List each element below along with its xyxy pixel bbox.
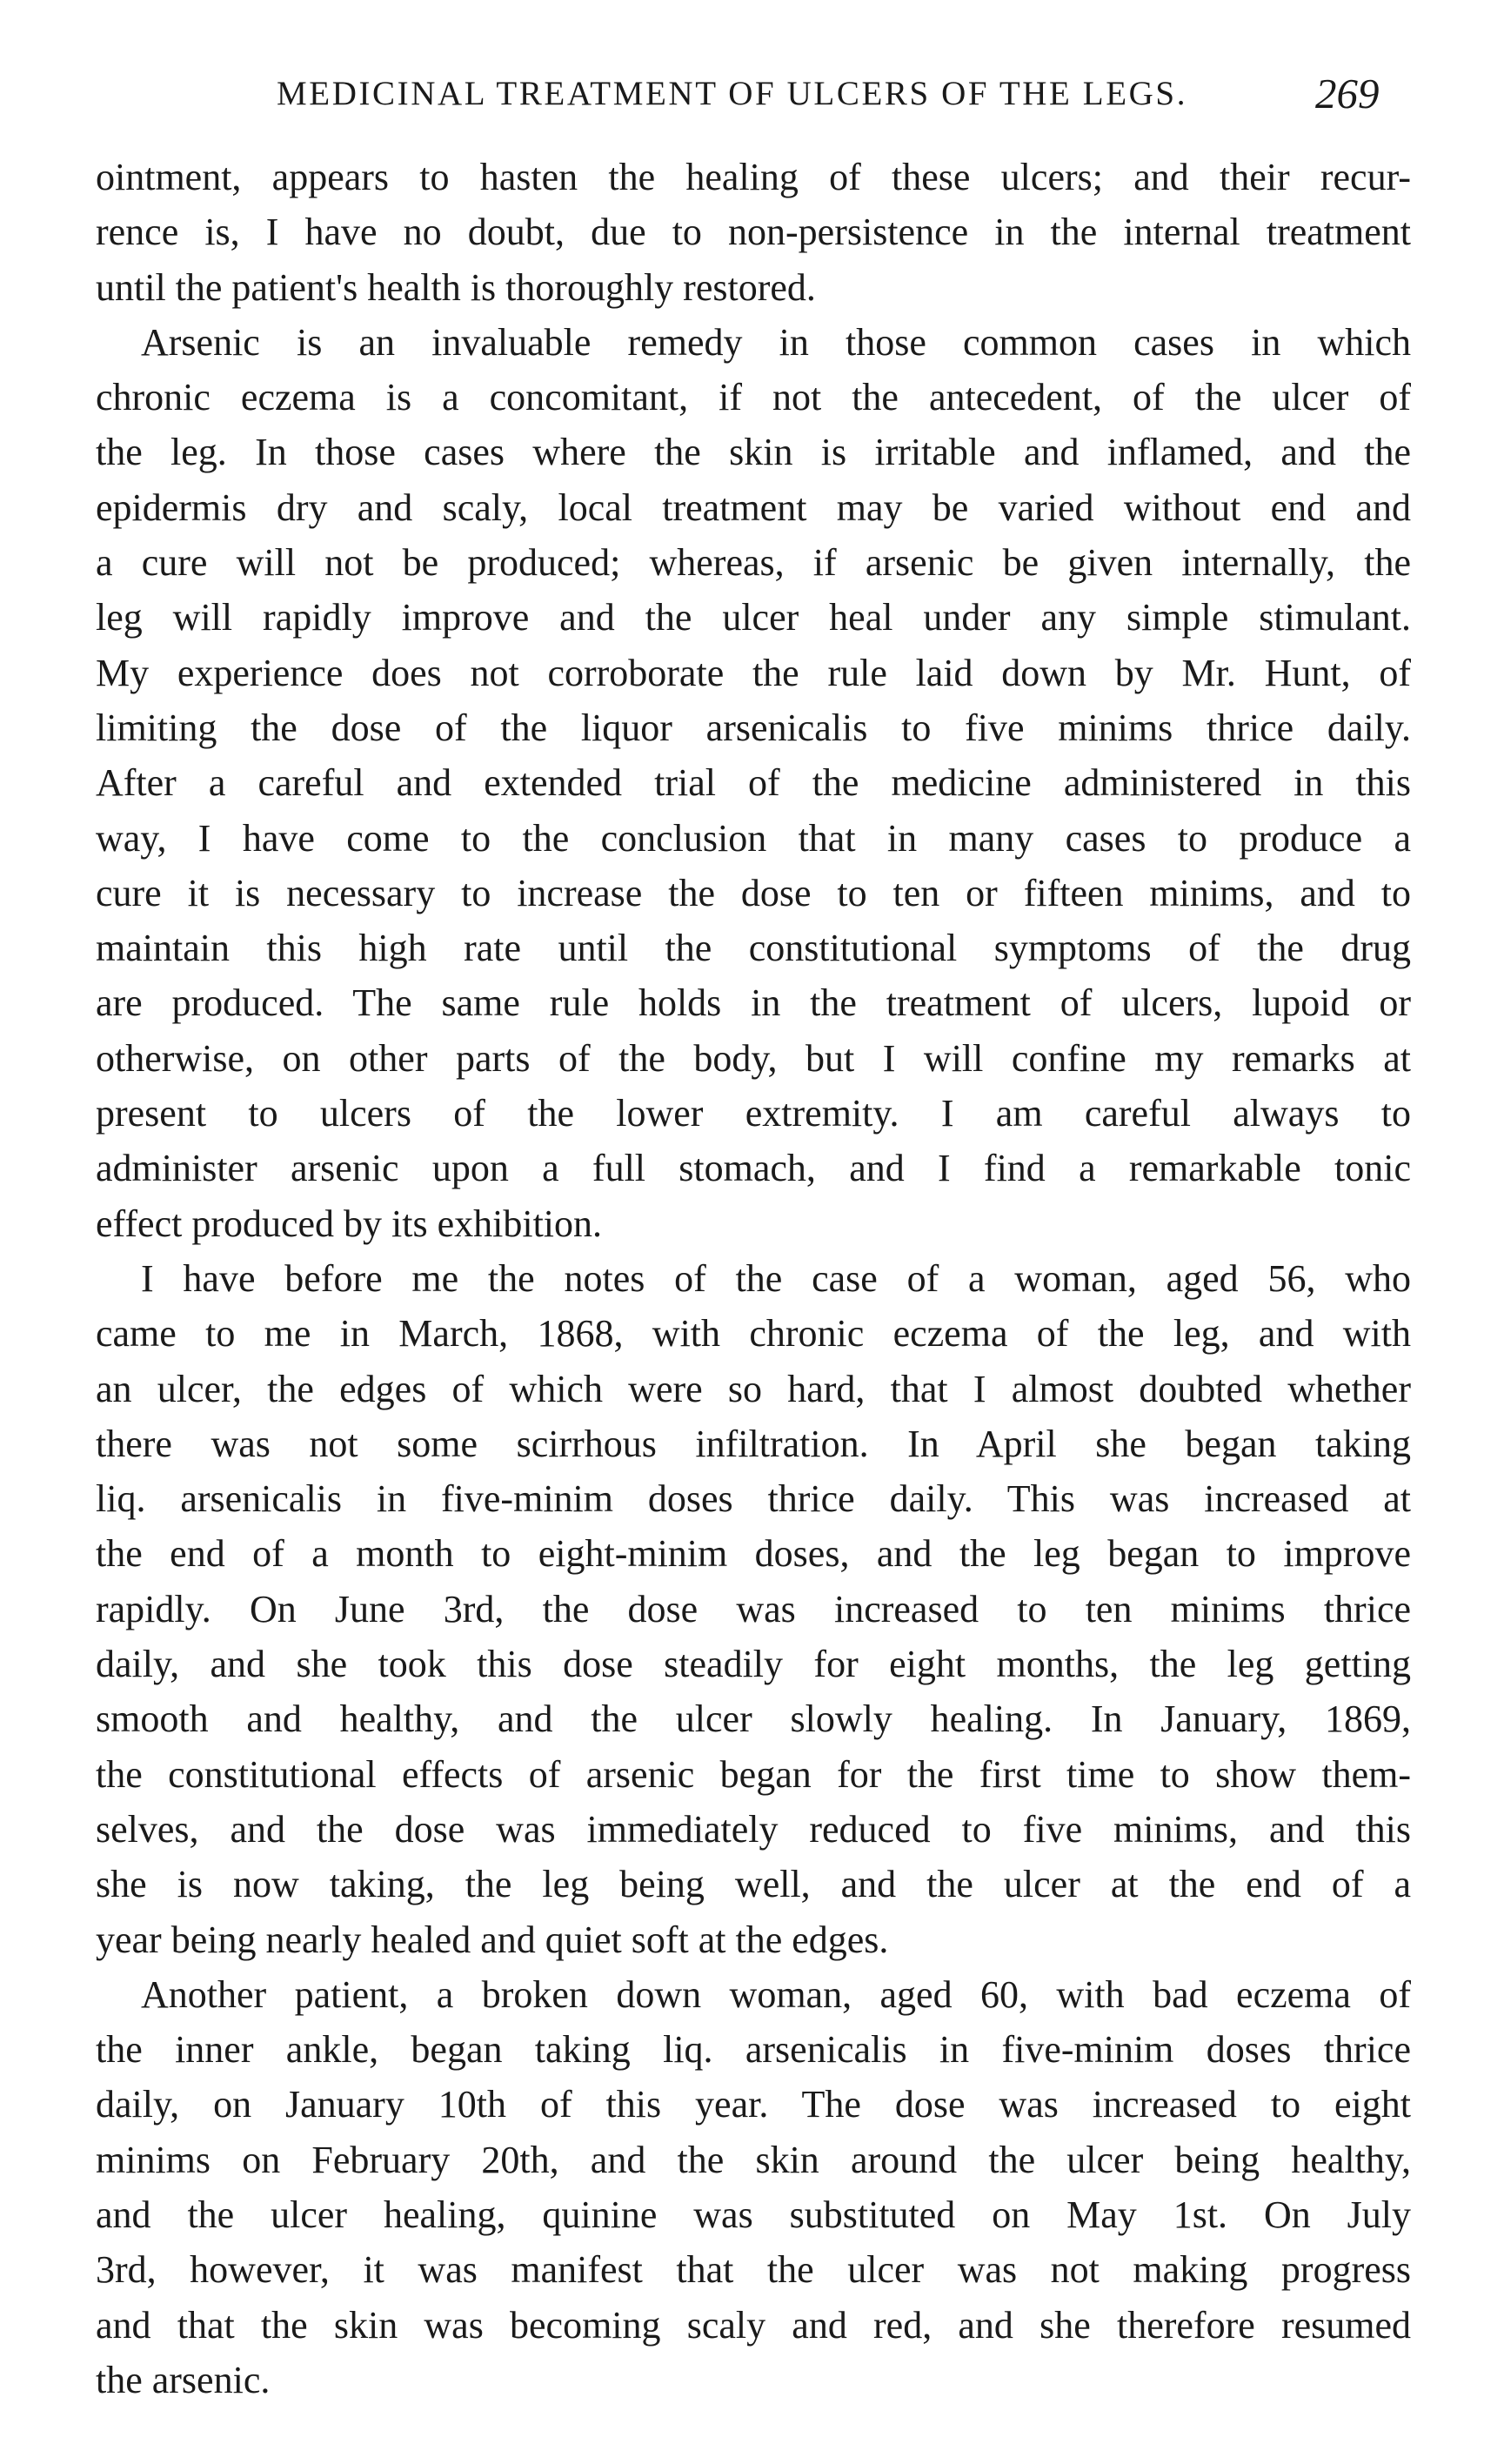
text-line: chronic eczema is a concomitant, if not the antecedent, of the ulcer of [96, 376, 1411, 419]
page-number: 269 [1315, 70, 1380, 117]
text-line: an ulcer, the edges of which were so hard, that I almost doubted whether [96, 1367, 1411, 1410]
body-text [96, 150, 1411, 2407]
text-line: ointment, appears to hasten the healing of these ulcers; and their recur- [96, 156, 1411, 198]
text-line: way, I have come to the conclusion that in many cases to produce a [96, 816, 1411, 860]
text-line: present to ulcers of the lower extremity. I am careful always to [96, 1092, 1411, 1135]
text-line: 3rd, however, it was manifest that the ulcer was not making progress [96, 2248, 1411, 2292]
text-line: the inner ankle, began taking liq. arsenicalis in five-minim doses thrice [96, 2028, 1411, 2072]
text-line: a cure will not be produced; whereas, if arsenic be given internally, the [96, 541, 1411, 585]
paragraph [96, 315, 1411, 1251]
text-line: Arsenic is an invaluable remedy in those common cases in which [141, 320, 1411, 364]
text-line: the end of a month to eight-minim doses, and the leg began to improve [96, 1532, 1411, 1576]
text-line: cure it is necessary to increase the dose to ten or fifteen minims, and to [96, 871, 1411, 914]
paragraph [96, 150, 1411, 315]
text-line: effect produced by its exhibition. [96, 1202, 603, 1245]
text-line: came to me in March, 1868, with chronic eczema of the leg, and with [96, 1312, 1411, 1356]
text-line: limiting the dose of the liquor arsenicalis to five minims thrice daily. [96, 706, 1411, 749]
text-line: daily, on January 10th of this year. The dose was increased to eight [96, 2083, 1411, 2126]
text-line: the arsenic. [96, 2358, 271, 2401]
text-line: My experience does not corroborate the rule laid down by Mr. Hunt, of [96, 651, 1411, 694]
text-line: administer arsenic upon a full stomach, and I find a remarkable tonic [96, 1147, 1411, 1190]
text-line: leg will rapidly improve and the ulcer heal under any simple stimulant. [96, 596, 1411, 639]
text-line: After a careful and extended trial of the medicine administered in this [96, 761, 1411, 805]
text-line: selves, and the dose was immediately reduced to five minims, and this [96, 1807, 1411, 1851]
text-line: daily, and she took this dose steadily for eight months, the leg getting [96, 1643, 1411, 1686]
running-title: MEDICINAL TREATMENT OF ULCERS OF THE LEGS. [277, 75, 1188, 112]
text-line: the leg. In those cases where the skin is irritable and inflamed, and the [96, 431, 1411, 474]
text-line: I have before me the notes of the case of a woman, aged 56, who [141, 1256, 1411, 1300]
running-header [0, 68, 1504, 120]
text-line: minims on February 20th, and the skin around the ulcer being healthy, [96, 2138, 1411, 2181]
text-line: and the ulcer healing, quinine was substituted on May 1st. On July [96, 2193, 1411, 2236]
text-line: she is now taking, the leg being well, and the ulcer at the end of a [96, 1863, 1411, 1906]
text-line: rapidly. On June 3rd, the dose was increased to ten minims thrice [96, 1587, 1411, 1630]
text-line: Another patient, a broken down woman, aged 60, with bad eczema of [141, 1972, 1411, 2016]
text-line: epidermis dry and scaly, local treatment may be varied without end and [96, 485, 1411, 529]
text-line: and that the skin was becoming scaly and red, and she therefore resumed [96, 2303, 1411, 2347]
text-line: rence is, I have no doubt, due to non-persistence in the internal treatment [96, 211, 1411, 254]
text-line: year being nearly healed and quiet soft at the edges. [96, 1918, 889, 1961]
text-line: maintain this high rate until the constitutional symptoms of the drug [96, 927, 1411, 970]
text-line: liq. arsenicalis in five-minim doses thrice daily. This was increased at [96, 1477, 1411, 1521]
paragraph [96, 1967, 1411, 2407]
text-line: until the patient's health is thoroughly restored. [96, 265, 816, 309]
text-line: are produced. The same rule holds in the treatment of ulcers, lupoid or [96, 981, 1411, 1025]
text-line: smooth and healthy, and the ulcer slowly healing. In January, 1869, [96, 1697, 1411, 1741]
paragraph [96, 1251, 1411, 1967]
text-line: otherwise, on other parts of the body, but I will confine my remarks at [96, 1036, 1411, 1080]
text-line: there was not some scirrhous infiltration. In April she began taking [96, 1422, 1411, 1465]
text-line: the constitutional effects of arsenic began for the first time to show them- [96, 1752, 1411, 1796]
